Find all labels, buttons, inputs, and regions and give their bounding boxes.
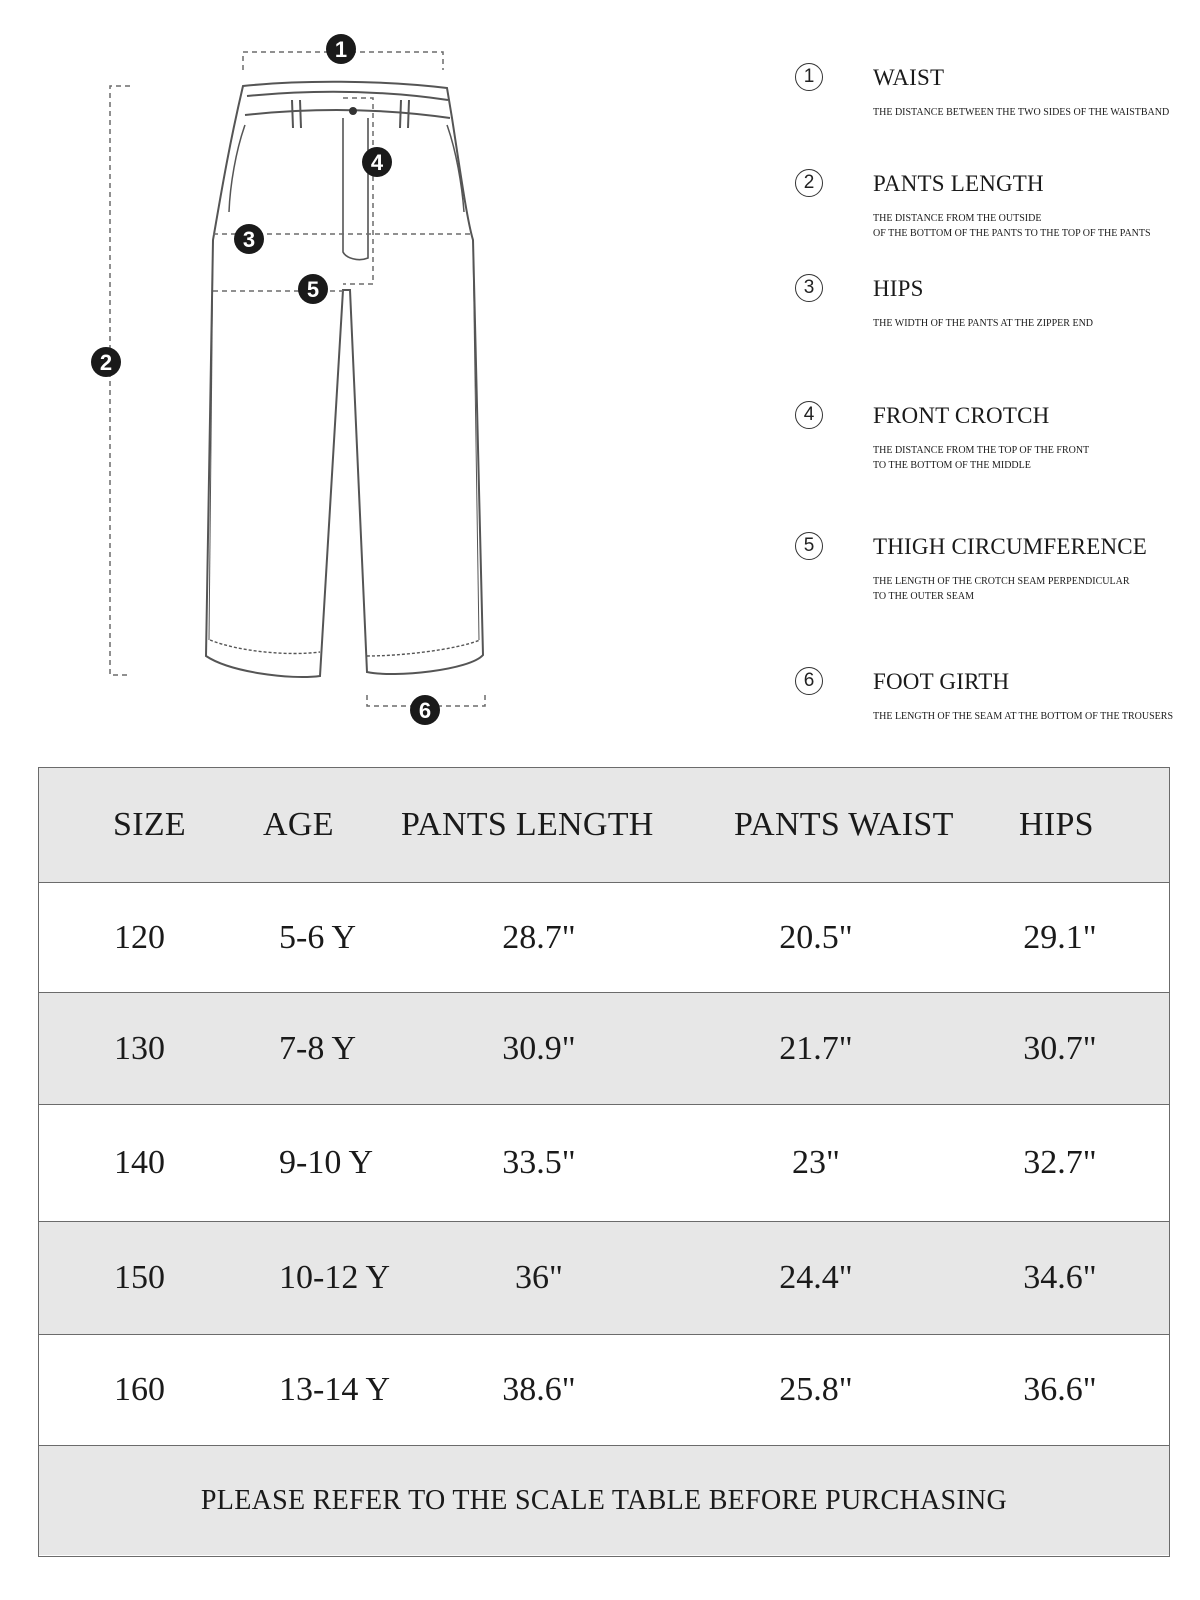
cell-pants-length: 28.7" <box>502 918 576 956</box>
legend-description: THE DISTANCE FROM THE OUTSIDE OF THE BOTTOM OF THE PANTS TO THE TOP OF THE PANTS <box>873 213 1151 239</box>
cell-age: 13-14 Y <box>279 1371 391 1408</box>
legend-number: 2 <box>795 169 823 197</box>
legend-title: HIPS <box>873 276 924 301</box>
cell-hips: 30.7" <box>1023 1029 1097 1067</box>
marker-4 <box>362 147 392 177</box>
cell-age: 5-6 Y <box>279 918 357 956</box>
table-row <box>39 1105 1169 1221</box>
cell-pants-waist: 23" <box>792 1144 840 1181</box>
cell-hips: 34.6" <box>1023 1259 1097 1296</box>
pants-measurement-diagram <box>0 0 720 740</box>
legend-description: THE LENGTH OF THE CROTCH SEAM PERPENDICULAR TO THE OUTER SEAM <box>873 576 1130 602</box>
cell-pants-waist: 25.8" <box>779 1371 853 1408</box>
svg-text:2: 2 <box>99 350 113 375</box>
cell-pants-waist: 24.4" <box>779 1259 853 1296</box>
cell-hips: 29.1" <box>1023 918 1097 956</box>
cell-hips: 32.7" <box>1023 1144 1097 1181</box>
legend-number: 6 <box>795 667 823 695</box>
size-table <box>38 767 1170 1557</box>
cell-age: 7-8 Y <box>279 1029 357 1067</box>
cell-pants-length: 30.9" <box>502 1029 576 1067</box>
legend-description: THE DISTANCE BETWEEN THE TWO SIDES OF THE WAISTBAND <box>873 107 1170 118</box>
table-header-row <box>39 768 1169 882</box>
svg-text:3: 3 <box>242 227 256 252</box>
table-row <box>39 882 1169 992</box>
legend-number: 3 <box>795 274 823 302</box>
legend-description: THE LENGTH OF THE SEAM AT THE BOTTOM OF THE TROUSERS <box>873 711 1174 722</box>
legend-title: PANTS LENGTH <box>873 171 1044 196</box>
cell-size: 160 <box>114 1371 165 1408</box>
header-pants-length: PANTS LENGTH <box>401 806 654 843</box>
cell-size: 120 <box>114 918 165 956</box>
header-pants-waist: PANTS WAIST <box>734 806 954 843</box>
cell-pants-waist: 21.7" <box>779 1029 853 1067</box>
cell-age: 9-10 Y <box>279 1144 374 1181</box>
waistband <box>247 92 448 100</box>
cell-size: 140 <box>114 1144 165 1181</box>
legend-number: 4 <box>795 401 823 429</box>
svg-text:6: 6 <box>418 698 432 723</box>
cell-pants-waist: 20.5" <box>779 918 853 956</box>
legend-title: THIGH CIRCUMFERENCE <box>873 534 1148 559</box>
table-row <box>39 1221 1169 1335</box>
legend-number: 5 <box>795 532 823 560</box>
table-row <box>39 1335 1169 1445</box>
svg-text:1: 1 <box>334 37 348 62</box>
table-footer-row <box>39 1445 1169 1555</box>
cell-pants-length: 38.6" <box>502 1371 576 1408</box>
legend-number: 1 <box>795 63 823 91</box>
header-age: AGE <box>263 806 334 843</box>
marker-2 <box>91 347 121 377</box>
legend-description: THE WIDTH OF THE PANTS AT THE ZIPPER END <box>873 318 1094 329</box>
cell-pants-length: 33.5" <box>502 1144 576 1181</box>
table-row <box>39 992 1169 1105</box>
header-size: SIZE <box>113 806 186 843</box>
cell-age: 10-12 Y <box>279 1259 391 1296</box>
marker-5 <box>298 274 328 304</box>
measurement-legend <box>795 0 1195 740</box>
pants-outline <box>206 82 483 677</box>
cell-size: 150 <box>114 1259 165 1296</box>
cell-pants-length: 36" <box>515 1259 563 1296</box>
svg-text:4: 4 <box>370 150 384 175</box>
legend-description: THE DISTANCE FROM THE TOP OF THE FRONT TO THE BOTTOM OF THE MIDDLE <box>873 445 1090 471</box>
header-hips: HIPS <box>1019 806 1094 843</box>
legend-title: FOOT GIRTH <box>873 669 1010 694</box>
marker-6 <box>410 695 440 725</box>
legend-title: WAIST <box>873 65 945 90</box>
purchase-note: PLEASE REFER TO THE SCALE TABLE BEFORE PURCHASING <box>200 1484 1008 1516</box>
cell-size: 130 <box>114 1029 165 1067</box>
marker-3 <box>234 224 264 254</box>
svg-text:5: 5 <box>306 277 320 302</box>
marker-1 <box>326 34 356 64</box>
cell-hips: 36.6" <box>1023 1371 1097 1408</box>
legend-title: FRONT CROTCH <box>873 403 1050 428</box>
